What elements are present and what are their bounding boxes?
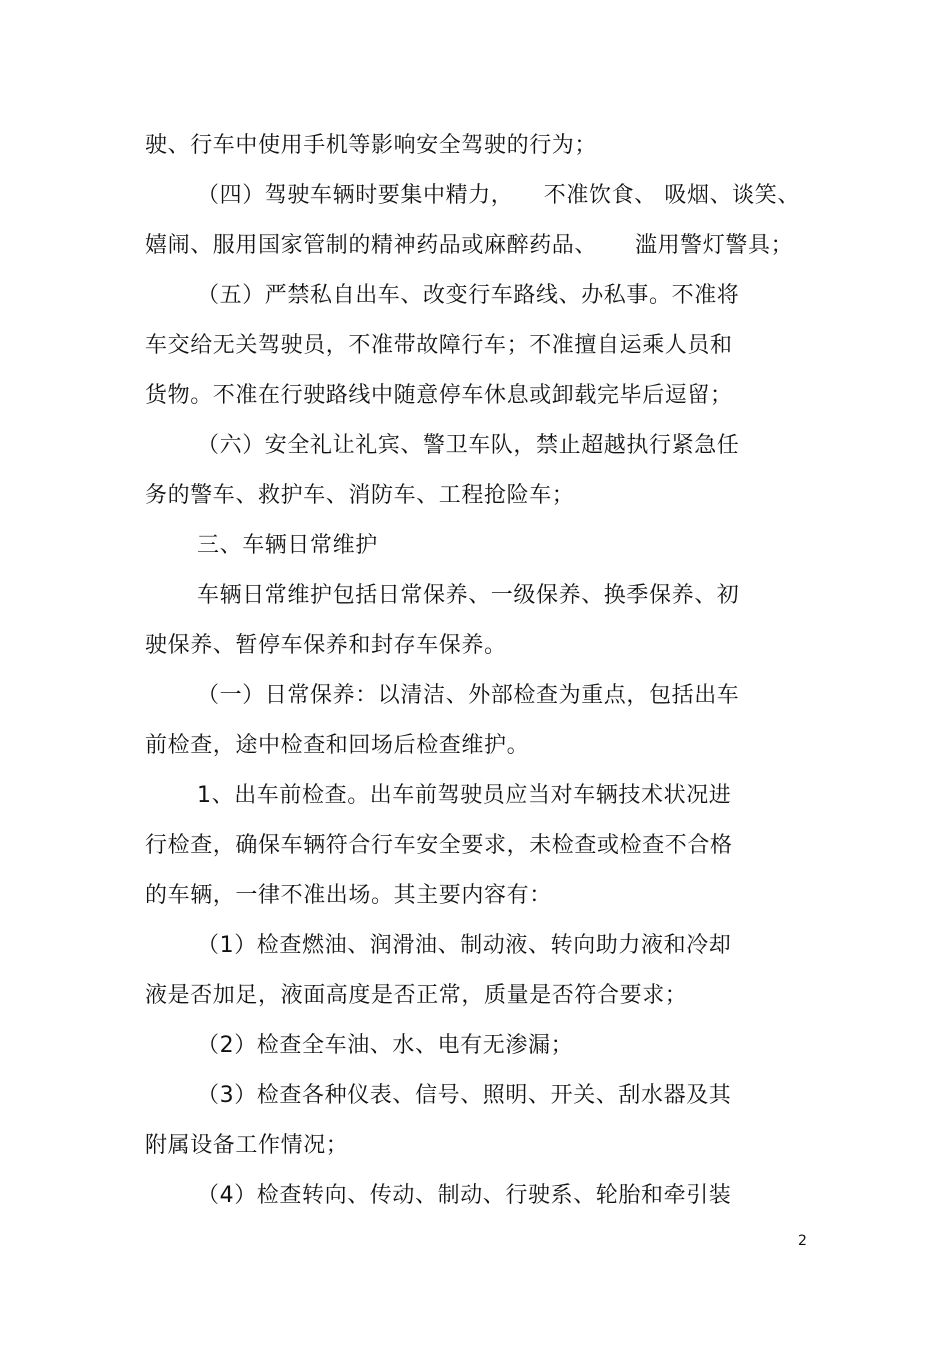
text-line-18: 液是否加足，液面高度是否正常，质量是否符合要求； [145, 983, 688, 1008]
page-number: 2 [798, 1233, 807, 1249]
text-line-4: （五）严禁私自出车、改变行车路线、办私事。不准将 [197, 283, 740, 308]
text-line-11: 驶保养、暂停车保养和封存车保养。 [145, 633, 507, 658]
text-line-13: 前检查，途中检查和回场后检查维护。 [145, 733, 530, 758]
text-line-17: （1）检查燃油、润滑油、制动液、转向助力液和冷却 [197, 933, 732, 958]
text-line-6: 货物。不准在行驶路线中随意停车休息或卸载完毕后逗留； [145, 383, 733, 408]
text-line-21: 附属设备工作情况； [145, 1133, 349, 1158]
section-heading: 三、车辆日常维护 [197, 533, 378, 558]
text-line-2: （四）驾驶车辆时要集中精力， 不准饮食、 吸烟、谈笑、 [197, 183, 800, 208]
text-line-8: 务的警车、救护车、消防车、工程抢险车； [145, 483, 575, 508]
text-line-3: 嬉闹、服用国家管制的精神药品或麻醉药品、 滥用警灯警具； [145, 233, 794, 258]
text-line-22: （4）检查转向、传动、制动、行驶系、轮胎和牵引装 [197, 1183, 732, 1208]
text-line-16: 的车辆，一律不准出场。其主要内容有： [145, 883, 552, 908]
text-line-7: （六）安全礼让礼宾、警卫车队，禁止超越执行紧急任 [197, 433, 740, 458]
text-line-1: 驶、行车中使用手机等影响安全驾驶的行为； [145, 133, 598, 158]
text-line-10: 车辆日常维护包括日常保养、一级保养、换季保养、初 [197, 583, 740, 608]
text-line-14: 1、出车前检查。出车前驾驶员应当对车辆技术状况进 [197, 783, 732, 808]
text-line-5: 车交给无关驾驶员，不准带故障行车；不准擅自运乘人员和 [145, 333, 733, 358]
text-line-15: 行检查，确保车辆符合行车安全要求，未检查或检查不合格 [145, 833, 733, 858]
text-line-12: （一）日常保养：以清洁、外部检查为重点，包括出车 [197, 683, 740, 708]
text-line-20: （3）检查各种仪表、信号、照明、开关、刮水器及其 [197, 1083, 732, 1108]
text-line-19: （2）检查全车油、水、电有无渗漏； [197, 1033, 574, 1058]
